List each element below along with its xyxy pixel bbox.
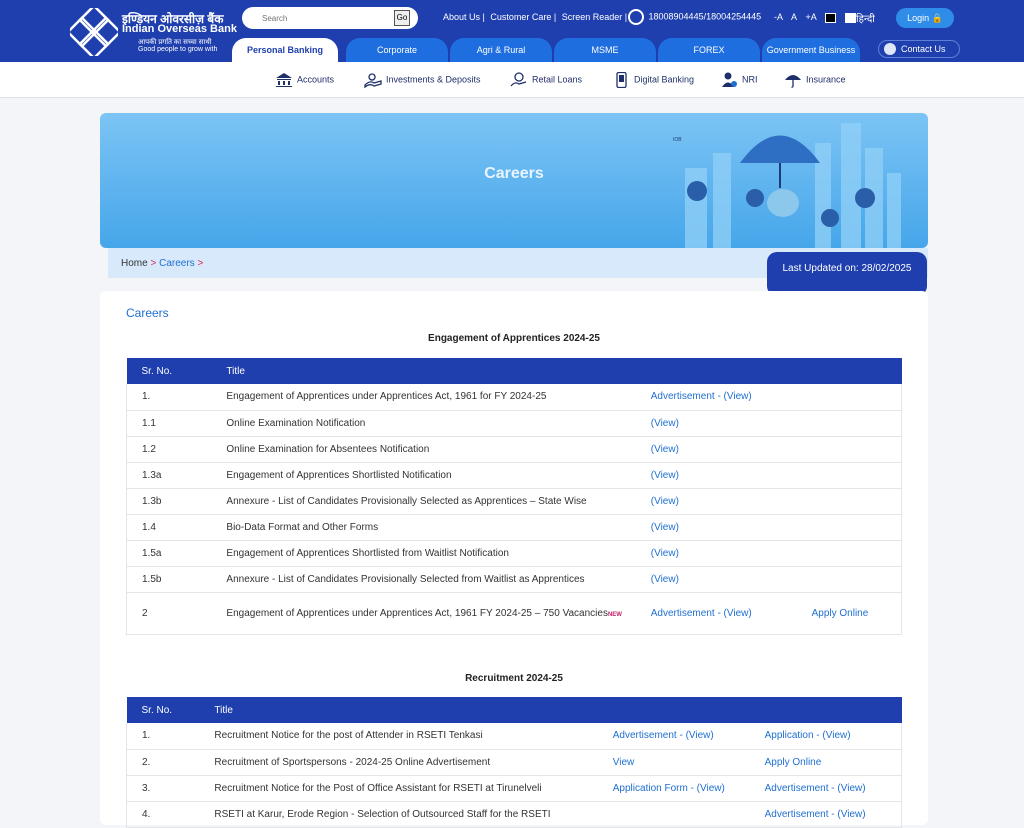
about-us-link[interactable]: About Us | [443,12,485,22]
row-title: Online Examination for Absentees Notification [226,443,430,455]
subnav-nri[interactable] [720,72,758,88]
subnav-label: NRI [742,74,758,85]
row-title: Annexure - List of Candidates Provisionally Selected as Apprentices – State Wise [226,495,587,507]
main-tabs [0,38,1024,62]
row-link-secondary[interactable]: Advertisement - (View) [764,782,866,794]
row-sr-no: 3. [142,782,151,794]
row-link-secondary[interactable]: Application - (View) [764,730,851,742]
row-sr-no: 1.2 [142,443,156,455]
logo-tagline: Good people to grow with [138,46,218,53]
tab-government-business[interactable]: Government Business [762,38,860,62]
investment-icon [364,72,382,88]
banner-title: Careers [484,165,544,182]
screen-reader-link[interactable]: Screen Reader | [561,12,628,22]
helpline [628,9,761,25]
table-row [127,749,902,775]
breadcrumb-separator: > [150,258,157,269]
row-title: Recruitment Notice for the Post of Office Assistant for RSETI at Tirunelveli [214,782,542,794]
row-link-secondary[interactable]: Apply Online [764,756,822,768]
table-row [127,540,902,566]
subnav-investments[interactable] [364,72,481,88]
row-link-primary[interactable]: (View) [650,417,679,429]
subnav-label: Accounts [297,74,335,85]
logo-hindi-name: इण्डियन ओवरसीज़ बैंक [122,12,224,26]
row-title: RSETI at Karur, Erode Region - Selection of Outsourced Staff for the RSETI [214,808,551,820]
umbrella-icon [784,72,802,88]
sub-navigation [0,62,1024,98]
row-link-primary[interactable]: Advertisement - (View) [650,607,752,619]
logo-english-name: Indian Overseas Bank [122,23,237,35]
row-sr-no: 2. [142,756,151,768]
table-row [127,384,902,410]
table-row [127,775,902,801]
new-badge: NEW [607,611,622,618]
subnav-label: Digital Banking [634,74,695,85]
subnav-label: Insurance [806,74,846,85]
search-input[interactable] [262,11,392,25]
utility-links [443,12,630,22]
tab-corporate[interactable]: Corporate [346,38,448,62]
last-updated-badge: Last Updated on: 28/02/2025 [767,252,927,296]
page-title: Careers [126,306,169,320]
header-sr-no: Sr. No. [127,358,212,384]
headset-icon [628,9,644,25]
row-link-primary[interactable]: (View) [650,495,679,507]
row-link-primary[interactable]: (View) [650,443,679,455]
login-label: Login [907,13,930,23]
contact-us-label: Contact Us [901,44,946,54]
row-title: Recruitment Notice for the post of Attender in RSETI Tenkasi [214,730,483,742]
table-row [127,488,902,514]
svg-text:IOB: IOB [673,137,682,143]
light-contrast-icon[interactable] [845,13,856,23]
table-header-row [127,697,902,723]
breadcrumb-current[interactable]: Careers [159,258,195,269]
tab-msme[interactable]: MSME [554,38,656,62]
tab-forex[interactable]: FOREX [658,38,760,62]
top-header [0,0,1024,62]
tab-agri-rural[interactable]: Agri & Rural [450,38,552,62]
font-normal-button[interactable]: A [791,12,798,22]
apprentices-section-title: Engagement of Apprentices 2024-25 [428,333,600,344]
row-link-primary[interactable]: (View) [650,547,679,559]
table-row [127,436,902,462]
recruitment-section-title: Recruitment 2024-25 [465,673,563,684]
nri-icon [720,72,738,88]
row-title: Bio-Data Format and Other Forms [226,521,379,533]
row-sr-no: 2 [142,607,148,619]
subnav-accounts[interactable] [275,72,334,88]
row-title: Engagement of Apprentices under Apprentices Act, 1961 for FY 2024-25 [226,391,547,403]
mobile-icon [612,72,630,88]
font-decrease-button[interactable]: -A [774,12,783,22]
row-link-primary[interactable]: (View) [650,469,679,481]
header-title: Title [211,358,635,384]
row-link-primary[interactable]: (View) [650,521,679,533]
table-row [127,462,902,488]
helpline-number: 18008904445/18004254445 [648,11,762,22]
user-icon [884,43,896,55]
row-link-primary[interactable]: View [612,756,635,768]
table-row [127,723,902,749]
banner-illustration-icon [665,113,905,248]
subnav-label: Investments & Deposits [386,74,481,85]
row-sr-no: 1.3b [142,495,162,507]
loan-icon [510,72,528,88]
customer-care-link[interactable]: Customer Care | [490,12,557,22]
row-title: Recruitment of Sportspersons - 2024-25 Online Advertisement [214,756,491,768]
row-sr-no: 1.5a [142,547,162,559]
language-hindi-link[interactable]: हिन्दी [856,14,875,25]
login-button[interactable] [896,8,954,28]
breadcrumb-separator: > [197,258,204,269]
search-box [242,7,418,29]
logo-tagline-hindi: आपकी प्रगति का सच्चा साथी [138,39,212,46]
bank-icon [275,72,293,88]
subnav-retail-loans[interactable] [510,72,582,88]
row-sr-no: 1.1 [142,417,156,429]
table-row [127,514,902,540]
row-sr-no: 1. [142,730,151,742]
breadcrumb-home[interactable]: Home [121,258,148,269]
header-sr-no: Sr. No. [127,697,200,723]
table-row [127,410,902,436]
row-link-primary[interactable]: Advertisement - (View) [612,730,714,742]
table-row [127,592,902,634]
careers-banner [100,113,928,248]
subnav-label: Retail Loans [532,74,583,85]
font-increase-button[interactable]: +A [805,12,817,22]
row-link-secondary[interactable]: Apply Online [811,607,869,619]
row-sr-no: 1. [142,391,151,403]
search-go-button[interactable]: Go [394,10,410,26]
dark-contrast-icon[interactable] [825,13,836,23]
table-row [127,801,902,827]
row-title: Engagement of Apprentices Shortlisted from Waitlist Notification [226,547,509,559]
tab-personal-banking[interactable]: Personal Banking [232,38,338,62]
lock-icon: 🔒 [931,13,943,23]
font-size-controls [774,12,862,23]
row-link-secondary[interactable]: Advertisement - (View) [764,808,866,820]
careers-content [100,291,928,825]
row-title: Annexure - List of Candidates Provisionally Selected from Waitlist as Apprentices [226,573,585,585]
row-title: Engagement of Apprentices Shortlisted Notification [226,469,452,481]
subnav-digital-banking[interactable] [612,72,694,88]
recruitment-table [126,697,902,828]
row-sr-no: 1.5b [142,573,162,585]
apprentices-table [126,358,902,635]
row-link-primary[interactable]: Application Form - (View) [612,782,725,794]
row-title: Online Examination Notification [226,417,366,429]
row-link-primary[interactable]: Advertisement - (View) [650,391,752,403]
row-sr-no: 4. [142,808,151,820]
contact-us-button[interactable] [878,40,960,58]
row-sr-no: 1.3a [142,469,162,481]
table-row [127,566,902,592]
row-title: Engagement of Apprentices under Apprentices Act, 1961 FY 2024-25 – 750 Vacancies [226,607,608,619]
subnav-insurance[interactable] [784,72,846,88]
table-header-row [127,358,902,384]
row-sr-no: 1.4 [142,521,156,533]
row-link-primary[interactable]: (View) [650,573,679,585]
header-title: Title [199,697,597,723]
